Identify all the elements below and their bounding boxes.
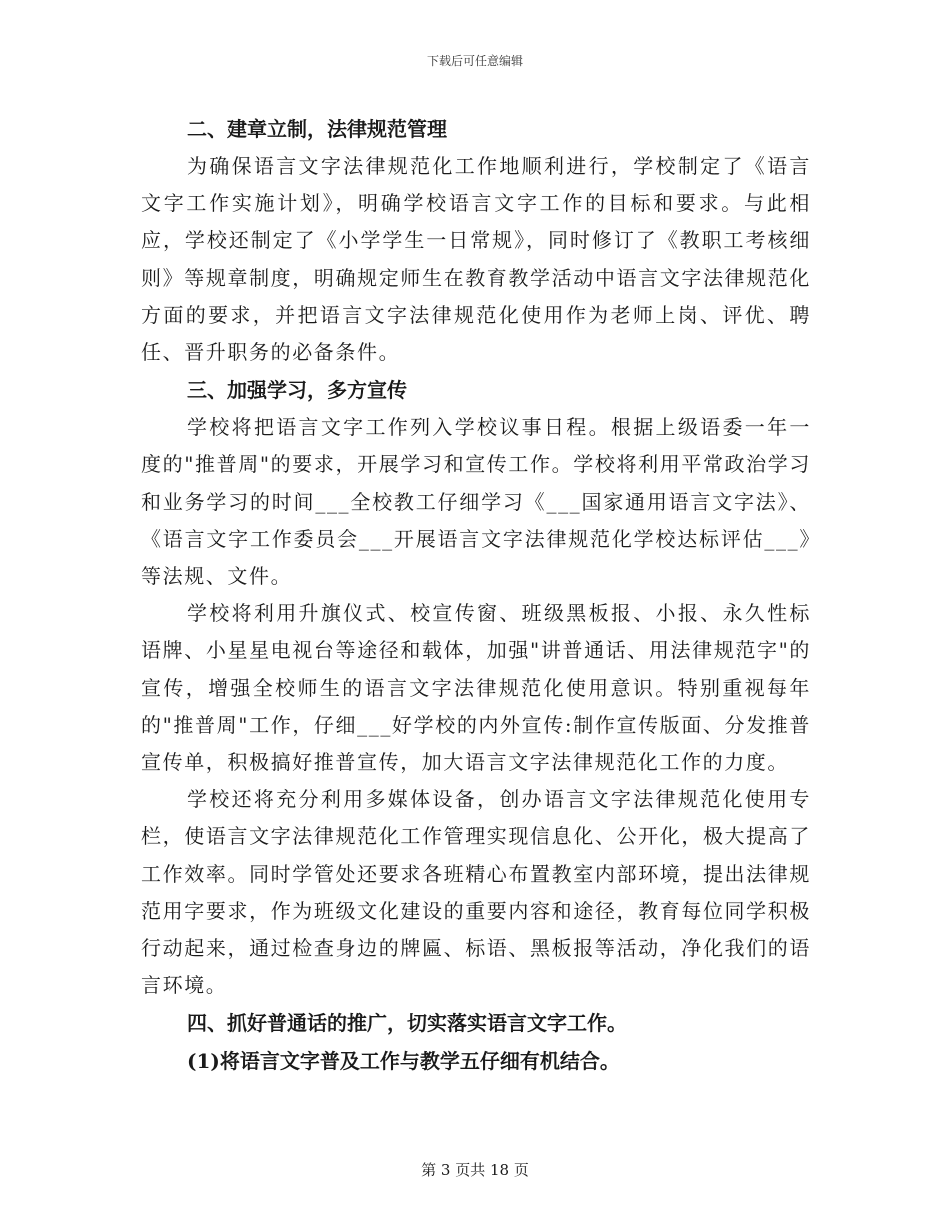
- section-heading-4: 四、抓好普通话的推广，切实落实语言文字工作。: [187, 1011, 627, 1036]
- section-heading-3: 三、加强学习，多方宣传: [187, 378, 407, 403]
- section-heading-2: 二、建章立制，法律规范管理: [187, 117, 447, 141]
- paragraph: 学校将利用升旗仪式、校宣传窗、班级黑板报、小报、永久性标语牌、小星星电视台等途径和载体，加强"讲普通话、用法律规范字"的宣传，增强全校师生的语言文字法律规范化使用意识。特别重视每年的"推普周"工作，仔细___好学校的内外宣传:制作宣传版面、分发推普宣传单，积极搞好推普宣传，加大语言文字法律规范化工作的力度。: [141, 601, 811, 775]
- paragraph: 学校将把语言文字工作列入学校议事日程。根据上级语委一年一度的"推普周"的要求，开展学习和宣传工作。学校将利用平常政治学习和业务学习的时间___全校教工仔细学习《___国家通用语言文字法》、《语言文字工作委员会___开展语言文字法律规范化学校达标评估___》等法规、文件。: [141, 415, 811, 589]
- paragraph: 为确保语言文字法律规范化工作地顺利进行，学校制定了《语言文字工作实施计划》，明确学校语言文字工作的目标和要求。与此相应，学校还制定了《小学学生一日常规》，同时修订了《教职工考核细则》等规章制度，明确规定师生在教育教学活动中语言文字法律规范化方面的要求，并把语言文字法律规范化使用作为老师上岗、评优、聘任、晋升职务的必备条件。: [141, 154, 811, 365]
- page-header: 下载后可任意编辑: [426, 54, 523, 68]
- subsection-heading-1: (1)将语言文字普及工作与教学五仔细有机结合。: [187, 1049, 620, 1074]
- page-number: 第 3 页共 18 页: [421, 1161, 529, 1179]
- document-body: [141, 110, 811, 1080]
- paragraph: 学校还将充分利用多媒体设备，创办语言文字法律规范化使用专栏，使语言文字法律规范化工作管理实现信息化、公开化，极大提高了工作效率。同时学管处还要求各班精心布置教室内部环境，提出法律规范用字要求，作为班级文化建设的重要内容和途径，教育每位同学积极行动起来，通过检查身边的牌匾、标语、黑板报等活动，净化我们的语言环境。: [141, 787, 811, 998]
